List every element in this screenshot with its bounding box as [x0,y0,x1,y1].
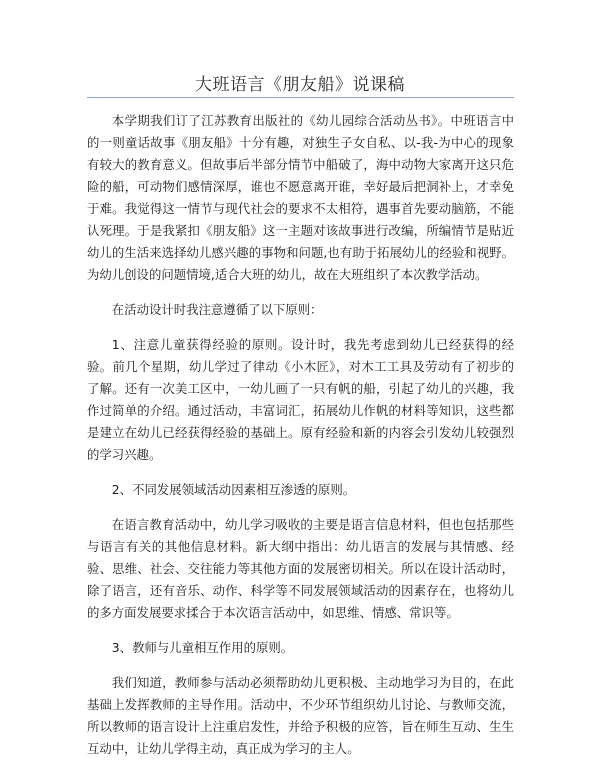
paragraph-principle-2-heading: 2、不同发展领域活动因素相互渗透的原则。 [111,482,356,497]
document-body [87,110,514,773]
paragraph-principles-lead: 在活动设计时我注意遵循了以下原则： [111,302,323,317]
paragraph-principle-1: 1、注意儿童获得经验的原则。设计时，我先考虑到幼儿已经获得的经验。前几个星期，幼儿学过了律动《小木匠》，对木工工具及劳动有了初步的了解。还有一次美工区中，一幼儿画了一只有帆的船，引起了幼儿的兴趣，我作过简单的介绍。通过活动，丰富词汇，拓展幼儿作帆的材料等知识，这些都是建立在幼儿已经获得经验的基础上。原有经验和新的内容会引发幼儿较强烈的学习兴趣。 [87,337,514,462]
paragraph-principle-3-body: 我们知道，教师参与活动必须帮助幼儿更积极、主动地学习为目的，在此基础上发挥教师的主导作用。活动中，不少环节组织幼儿讨论、与教师交流，所以教师的语言设计上注重启发性，并给予积极的应答，旨在师生互动、生生互动中，让幼儿学得主动，真正成为学习的主人。 [87,675,514,756]
document-title: 大班语言《朋友船》说课稿 [195,75,405,95]
title-divider [87,97,514,98]
paragraph-principle-2-body: 在语言教育活动中，幼儿学习吸收的主要是语言信息材料，但也包括那些与语言有关的其他信息材料。新大纲中指出：幼儿语言的发展与其情感、经验、思维、社会、交往能力等其他方面的发展密切相关。所以在设计活动时，除了语言，还有音乐、动作、科学等不同发展领域活动的因素存在，也将幼儿的多方面发展要求揉合于本次语言活动中，如思维、情感、常识等。 [87,517,514,620]
paragraph-intro: 本学期我们订了江苏教育出版社的《幼儿园综合活动丛书》。中班语言中的一则童话故事《朋友船》十分有趣，对独生子女自私、以-我-为中心的现象有较大的教育意义。但故事后半部分情节中船破了，海中动物大家离开这只危险的船，可动物们感情深厚，谁也不愿意离开谁，幸好最后把洞补上，才幸免于难。我觉得这一情节与现代社会的要求不太相符，遇事首先要动脑筋，不能认死理。于是我紧扣《朋友船》这一主题对该故事进行改编，所编情节是贴近幼儿的生活来选择幼儿感兴趣的事物和问题,也有助于拓展幼儿的经验和视野。为幼儿创设的问题情境,适合大班的幼儿，故在大班组织了本次教学活动。 [87,113,514,282]
paragraph-principle-3-heading: 3、教师与儿童相互作用的原则。 [111,640,294,655]
